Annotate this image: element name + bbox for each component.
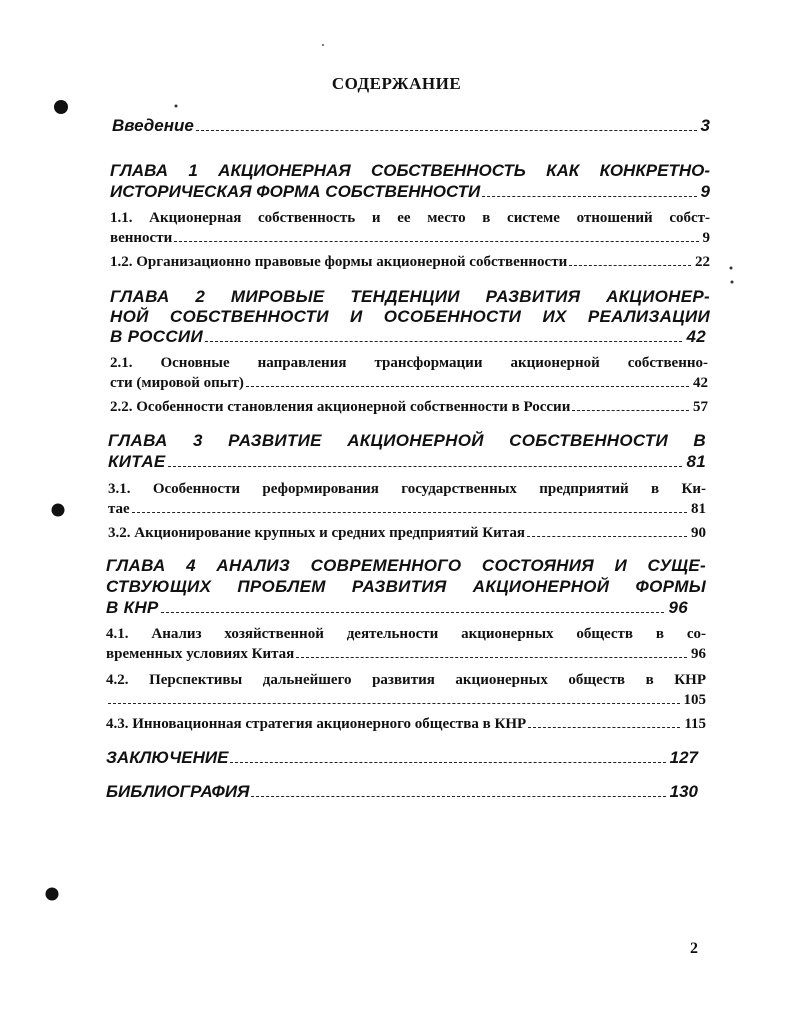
toc-section-4-3 bbox=[106, 716, 706, 733]
page-number: 2 bbox=[690, 940, 698, 957]
dot-leader bbox=[572, 410, 689, 411]
dot-leader bbox=[230, 762, 665, 763]
scan-speck bbox=[170, 100, 184, 114]
toc-entry-intro bbox=[112, 116, 710, 136]
section-line: 2.2. Особенности становления акционерной собственности в России bbox=[110, 399, 571, 415]
dot-leader bbox=[168, 466, 683, 467]
chapter-heading-line: В КНР bbox=[106, 598, 159, 617]
toc-section-2-1 bbox=[110, 353, 708, 393]
chapter-heading-line: ГЛАВА 1 АКЦИОНЕРНАЯ СОБСТВЕННОСТЬ КАК КОНКРЕТНО- bbox=[110, 161, 710, 180]
toc-section-3-1 bbox=[108, 479, 706, 519]
section-line: 2.1. Основные направления трансформации акционерной собственно- bbox=[110, 355, 708, 371]
dot-leader bbox=[482, 196, 696, 197]
entry-page: 81 bbox=[691, 501, 706, 517]
dot-leader bbox=[569, 265, 691, 266]
chapter-heading-line: ГЛАВА 4 АНАЛИЗ СОВРЕМЕННОГО СОСТОЯНИЯ И СУЩЕ- bbox=[106, 556, 706, 575]
section-line: 4.2. Перспективы дальнейшего развития акционерных обществ в КНР bbox=[106, 672, 706, 688]
chapter-heading-line: СТВУЮЩИХ ПРОБЛЕМ РАЗВИТИЯ АКЦИОНЕРНОЙ ФОРМЫ bbox=[106, 577, 706, 596]
entry-page: 22 bbox=[695, 254, 710, 270]
dot-leader bbox=[205, 341, 683, 342]
dot-leader bbox=[246, 386, 689, 387]
section-line: 4.1. Анализ хозяйственной деятельности акционерных обществ в со- bbox=[106, 626, 706, 642]
dot-leader bbox=[528, 727, 680, 728]
entry-page: 3 bbox=[700, 116, 710, 135]
chapter-heading-line: ГЛАВА 3 РАЗВИТИЕ АКЦИОНЕРНОЙ СОБСТВЕННОСТИ В bbox=[108, 431, 706, 450]
toc-chapter-3 bbox=[108, 430, 706, 472]
section-line: тае bbox=[108, 501, 130, 517]
section-line: 1.2. Организационно правовые формы акционерной собственности bbox=[110, 254, 568, 270]
entry-page: 115 bbox=[684, 716, 706, 732]
entry-page: 96 bbox=[691, 646, 706, 662]
toc-entry-conclusion bbox=[106, 748, 698, 768]
entry-page: 42 bbox=[693, 375, 708, 391]
dot-leader bbox=[132, 512, 687, 513]
entry-page: 90 bbox=[691, 525, 706, 541]
scan-speck bbox=[318, 40, 330, 52]
dot-leader bbox=[251, 796, 665, 797]
toc-entry-bibliography bbox=[106, 782, 698, 802]
section-line: 4.3. Инновационная стратегия акционерного общества в КНР bbox=[106, 716, 527, 732]
section-line: временных условиях Китая bbox=[106, 646, 295, 662]
scan-speck bbox=[726, 262, 738, 292]
punch-hole-mark bbox=[50, 96, 72, 118]
section-line: сти (мировой опыт) bbox=[110, 375, 244, 391]
dot-leader bbox=[161, 612, 665, 613]
dot-leader bbox=[174, 241, 698, 242]
dot-leader bbox=[108, 703, 680, 704]
chapter-heading-line: НОЙ СОБСТВЕННОСТИ И ОСОБЕННОСТИ ИХ РЕАЛИЗАЦИИ bbox=[110, 307, 710, 326]
dot-leader bbox=[527, 536, 687, 537]
chapter-heading-line: КИТАЕ bbox=[108, 452, 166, 471]
toc-chapter-2 bbox=[110, 287, 710, 347]
entry-page: 57 bbox=[693, 399, 708, 415]
section-line: 1.1. Акционерная собственность и ее место в системе отношений собст- bbox=[110, 210, 710, 226]
toc-section-4-1 bbox=[106, 624, 706, 664]
entry-label: Введение bbox=[112, 116, 194, 135]
entry-page: 127 bbox=[669, 748, 698, 767]
dot-leader bbox=[196, 130, 697, 131]
chapter-heading-line: В РОССИИ bbox=[110, 327, 203, 346]
toc-section-4-2 bbox=[106, 670, 706, 710]
section-line: 3.1. Особенности реформирования государственных предприятий в Ки- bbox=[108, 481, 706, 497]
entry-page: 130 bbox=[669, 782, 698, 801]
entry-page: 9 bbox=[700, 182, 710, 201]
entry-page: 81 bbox=[686, 452, 706, 471]
entry-page: 96 bbox=[668, 598, 688, 617]
entry-page: 105 bbox=[683, 692, 706, 708]
entry-page: 9 bbox=[702, 230, 710, 246]
dot-leader bbox=[296, 657, 687, 658]
section-line: венности bbox=[110, 230, 173, 246]
section-line: 3.2. Акционирование крупных и средних предприятий Китая bbox=[108, 525, 525, 541]
entry-label: БИБЛИОГРАФИЯ bbox=[106, 782, 250, 801]
chapter-heading-line: ГЛАВА 2 МИРОВЫЕ ТЕНДЕНЦИИ РАЗВИТИЯ АКЦИОНЕР- bbox=[110, 287, 710, 306]
entry-page: 42 bbox=[686, 327, 706, 346]
toc-section-1-2 bbox=[110, 254, 710, 271]
toc-chapter-4 bbox=[106, 555, 706, 618]
toc-section-3-2 bbox=[108, 525, 706, 542]
chapter-heading-line: ИСТОРИЧЕСКАЯ ФОРМА СОБСТВЕННОСТИ bbox=[110, 182, 481, 201]
toc-section-2-2 bbox=[110, 399, 708, 416]
toc-chapter-1 bbox=[110, 160, 710, 202]
toc-section-1-1 bbox=[110, 208, 710, 248]
entry-label: ЗАКЛЮЧЕНИЕ bbox=[106, 748, 229, 767]
punch-hole-mark bbox=[48, 500, 68, 520]
toc-title: СОДЕРЖАНИЕ bbox=[331, 74, 462, 93]
punch-hole-mark bbox=[42, 884, 62, 904]
